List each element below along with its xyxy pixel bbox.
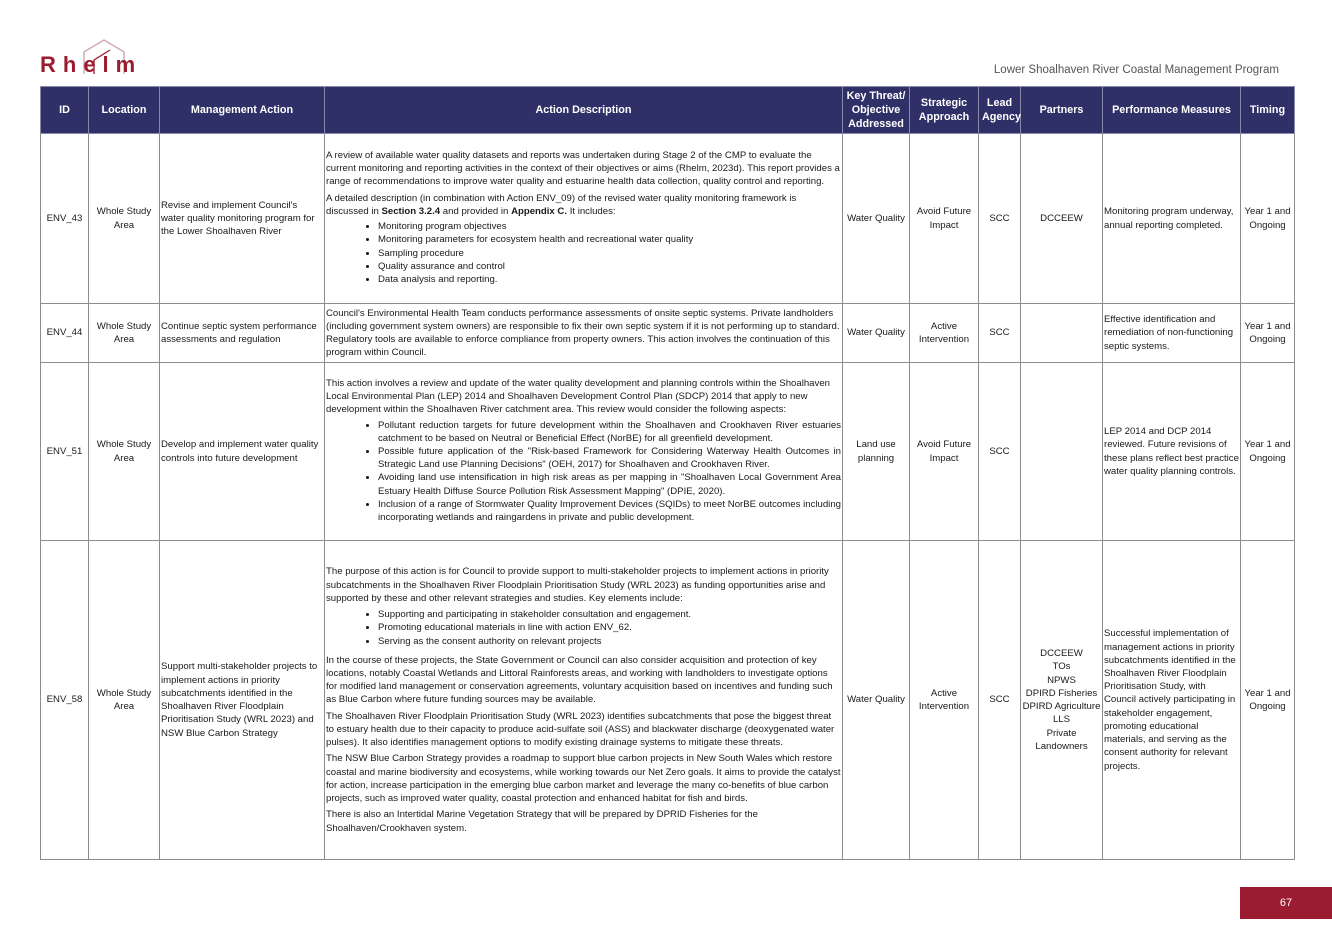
row-partners xyxy=(1021,363,1103,541)
partner: Private Landowners xyxy=(1035,727,1088,752)
col-header-id: ID xyxy=(41,87,89,134)
row-id: ENV_58 xyxy=(41,541,89,860)
row-timing: Year 1 and Ongoing xyxy=(1241,541,1295,860)
row-management-action: Develop and implement water quality controls into future development xyxy=(160,363,325,541)
list-item: • Serving as the consent authority on relevant projects xyxy=(378,635,841,648)
col-header-location: Location xyxy=(89,87,160,134)
list-item: • Quality assurance and control xyxy=(378,260,841,273)
row-management-action: Revise and implement Council's water quality monitoring program for the Lower Shoalhaven River xyxy=(160,134,325,304)
row-id: ENV_51 xyxy=(41,363,89,541)
list-item: • Inclusion of a range of Stormwater Quality Improvement Devices (SQIDs) to meet NorBE outcomes including incorporating wetlands and raingardens in private and public development. xyxy=(378,498,841,524)
partner: DCCEEW xyxy=(1040,648,1083,660)
row-timing: Year 1 and Ongoing xyxy=(1241,363,1295,541)
col-header-strategic-approach: Strategic Approach xyxy=(910,87,979,134)
col-header-partners: Partners xyxy=(1021,87,1103,134)
partner: LLS xyxy=(1052,714,1071,726)
row-partners xyxy=(1021,541,1103,860)
row-management-action: Continue septic system performance assessments and regulation xyxy=(160,304,325,363)
partner: NPWS xyxy=(1047,674,1076,686)
col-header-timing: Timing xyxy=(1241,87,1295,134)
partner: DCCEEW xyxy=(1040,212,1083,224)
row-id: ENV_44 xyxy=(41,304,89,363)
row-lead-agency: SCC xyxy=(979,304,1021,363)
description-paragraph: A detailed description (in combination with Action ENV_09) of the revised water quality monitoring framework is discussed in Section 3.2.4 and provided in Appendix C. It includes: xyxy=(326,192,797,217)
row-lead-agency: SCC xyxy=(979,134,1021,304)
management-actions-table xyxy=(40,86,1295,860)
col-header-performance-measures: Performance Measures xyxy=(1103,87,1241,134)
partner: TOs xyxy=(1052,661,1071,673)
description-paragraph: A review of available water quality datasets and reports was undertaken during Stage 2 of the CMP to evaluate the current monitoring and reporting activities in the context of their objectives or aims (Rhelm, 2023d). This report provides a range of recommendations to improve water quality and estuarine health data collection, quality control and reporting. xyxy=(326,149,840,188)
description-paragraph: The purpose of this action is for Council to provide support to multi-stakeholder projects to implement actions in priority subcatchments in the Shoalhaven River Floodplain Prioritisation Study (WRL 2023) as funding opportunities arise and supported by these and other relevant strategies and studies. Key elements include: xyxy=(326,566,829,604)
partner: DPIRD Fisheries xyxy=(1025,687,1098,699)
rhelm-logo xyxy=(40,38,160,80)
row-timing: Year 1 and Ongoing xyxy=(1241,134,1295,304)
row-action-description xyxy=(325,541,843,860)
list-item: • Data analysis and reporting. xyxy=(378,273,841,286)
description-paragraph: In the course of these projects, the State Government or Council can also consider acquisition and protection of key locations, notably Coastal Wetlands and Littoral Rainforests areas, and working with landholders to investigate options for modified land management or conservation agreements, voluntary acquisition based on incentives and funding such as Blue Carbon where future funding sources may be available. xyxy=(326,654,833,706)
list-item: • Possible future application of the "Risk-based Framework for Considering Waterway Health Outcomes in Strategic Land use Planning Decisions" (OEH, 2017) for Shoalhaven and Crookhaven River. xyxy=(378,445,841,471)
table-row xyxy=(41,304,1295,363)
page-number: 67 xyxy=(1240,887,1332,919)
row-performance-measures: Effective identification and remediation of non-functioning septic systems. xyxy=(1103,304,1241,363)
row-key-threat: Water Quality xyxy=(843,541,910,860)
row-lead-agency: SCC xyxy=(979,541,1021,860)
row-partners xyxy=(1021,304,1103,363)
table-row xyxy=(41,541,1295,860)
list-item: • Sampling procedure xyxy=(378,247,841,260)
table-row xyxy=(41,363,1295,541)
col-header-key-threat: Key Threat/ Objective Addressed xyxy=(843,87,910,134)
col-header-management-action: Management Action xyxy=(160,87,325,134)
row-strategic-approach: Active Intervention xyxy=(910,541,979,860)
row-action-description xyxy=(325,304,843,363)
description-bullet-list xyxy=(326,608,841,648)
row-action-description xyxy=(325,363,843,541)
row-management-action: Support multi-stakeholder projects to implement actions in priority subcatchments identified in the Shoalhaven River Floodplain Prioritisation Study (WRL 2023) and NSW Blue Carbon Strategy xyxy=(160,541,325,860)
row-key-threat: Land use planning xyxy=(843,363,910,541)
row-location: Whole Study Area xyxy=(89,363,160,541)
document-title: Lower Shoalhaven River Coastal Management Program xyxy=(993,64,1279,76)
row-key-threat: Water Quality xyxy=(843,134,910,304)
row-location: Whole Study Area xyxy=(89,134,160,304)
row-performance-measures: Monitoring program underway, annual reporting completed. xyxy=(1103,134,1241,304)
row-lead-agency: SCC xyxy=(979,363,1021,541)
logo-text: Rhelm xyxy=(40,52,143,77)
row-partners xyxy=(1021,134,1103,304)
col-header-action-description: Action Description xyxy=(325,87,843,134)
description-paragraph: This action involves a review and update of the water quality development and planning controls within the Shoalhaven Local Environmental Plan (LEP) 2014 and Shoalhaven Development Control Plan (SDCP) 2014 that apply to new development within the Shoalhaven River catchment area. This review would consider the following aspects: xyxy=(326,377,830,416)
list-item: • Supporting and participating in stakeholder consultation and engagement. xyxy=(378,608,841,621)
list-item: • Promoting educational materials in line with action ENV_62. xyxy=(378,621,841,634)
row-key-threat: Water Quality xyxy=(843,304,910,363)
row-performance-measures: Successful implementation of management actions in priority subcatchments identified in the Shoalhaven River Floodplain Prioritisation Study, with Council actively participating in stakeholder engagement, promoting educational materials, and serving as the consent authority for relevant projects. xyxy=(1103,541,1241,860)
description-bullet-list xyxy=(326,220,841,286)
table-header-row xyxy=(41,87,1295,134)
description-paragraph: The Shoalhaven River Floodplain Prioritisation Study (WRL 2023) identifies subcatchments that pose the biggest threat to estuary health due to their capacity to produce acid-sulfate soil (ASS) and blackwater discharge (deoxygenated water pulses). It also identifies management options to modify existing drainage systems to mitigate these threats. xyxy=(326,710,835,749)
list-item: • Pollutant reduction targets for future development within the Shoalhaven and Crookhaven River estuaries catchment to be based on Neutral or Beneficial Effect (NorBE) for all greenfield development. xyxy=(378,419,841,445)
list-item: • Avoiding land use intensification in high risk areas as per mapping in "Shoalhaven Local Government Area Estuary Health Diffuse Source Pollution Risk Assessment Mapping" (DPIE, 2020). xyxy=(378,471,841,497)
row-action-description xyxy=(325,134,843,304)
col-header-lead-agency: Lead Agency xyxy=(979,87,1021,134)
description-paragraph: There is also an Intertidal Marine Vegetation Strategy that will be prepared by DPRID Fisheries for the Shoalhaven/Crookhaven system. xyxy=(326,809,758,834)
list-item: • Monitoring program objectives xyxy=(378,220,841,233)
row-strategic-approach: Active Intervention xyxy=(910,304,979,363)
list-item: • Monitoring parameters for ecosystem health and recreational water quality xyxy=(378,233,841,246)
row-strategic-approach: Avoid Future Impact xyxy=(910,363,979,541)
row-location: Whole Study Area xyxy=(89,304,160,363)
description-paragraph: The NSW Blue Carbon Strategy provides a roadmap to support blue carbon projects in New South Wales which restore coastal and marine biodiversity and ecosystems, while working towards our Net Zero goals. It aims to provide the catalyst for action, increase participation in the emerging blue carbon market and leverage the many co-benefits of blue carbon projects, such as improved water quality, coastal protection and enhanced habitat for fish and birds. xyxy=(326,753,841,805)
partner: DPIRD Agriculture xyxy=(1022,701,1101,713)
row-strategic-approach: Avoid Future Impact xyxy=(910,134,979,304)
row-timing: Year 1 and Ongoing xyxy=(1241,304,1295,363)
row-performance-measures: LEP 2014 and DCP 2014 reviewed. Future revisions of these plans reflect best practice water quality planning controls. xyxy=(1103,363,1241,541)
row-location: Whole Study Area xyxy=(89,541,160,860)
table-row xyxy=(41,134,1295,304)
description-bullet-list xyxy=(326,419,841,525)
description-paragraph: Council's Environmental Health Team conducts performance assessments of onsite septic systems. Private landholders (including government system owners) are responsible to fix their own septic system if it is not performing up to standard. Regulatory tools are available to enforce compliance from property owners. This action involves the continuation of this program within Council. xyxy=(326,307,840,359)
row-id: ENV_43 xyxy=(41,134,89,304)
